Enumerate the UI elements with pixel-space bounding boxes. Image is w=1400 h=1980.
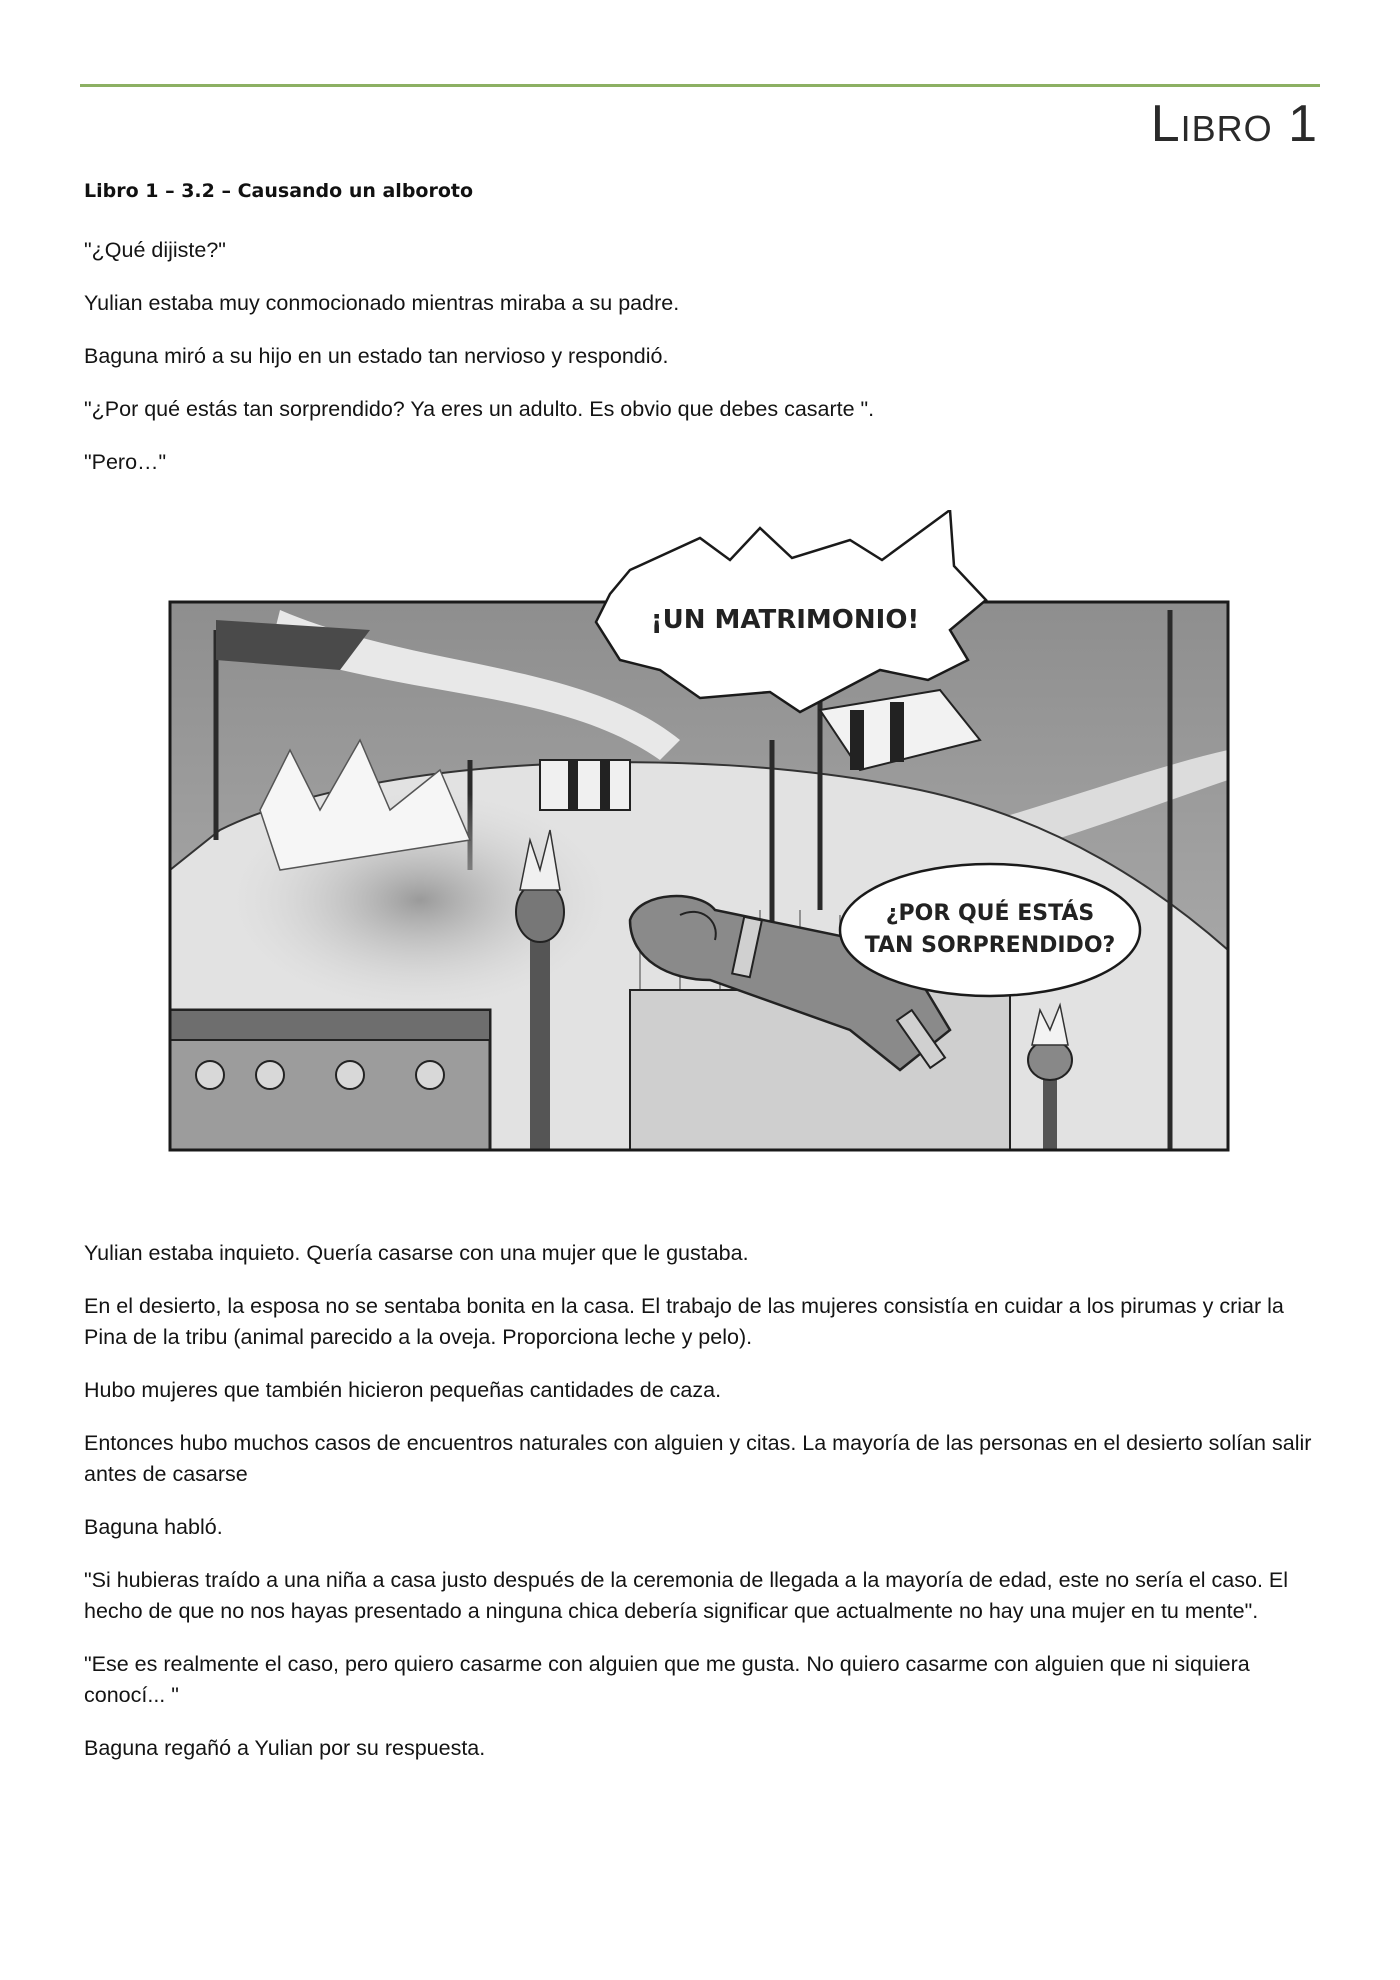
comic-illustration [160, 510, 1232, 1152]
header-rule [80, 84, 1320, 87]
paragraph: Yulian estaba muy conmocionado mientras miraba a su padre. [84, 291, 680, 315]
paragraph: "Ese es realmente el caso, pero quiero casarme con alguien que me gusta. No quiero casarme con alguien que ni siquiera conocí... " [84, 1652, 1250, 1707]
paragraph: "Si hubieras traído a una niña a casa justo después de la ceremonia de llegada a la mayoría de edad, este no sería el caso. El hecho de que no nos hayas presentado a ninguna chica debería significar que actualmente no hay una mujer en tu mente". [84, 1568, 1289, 1623]
chapter-heading: Libro 1 – 3.2 – Causando un alboroto [84, 180, 474, 202]
text-block-bottom [84, 1238, 1320, 1786]
paragraph: "¿Qué dijiste?" [84, 238, 226, 262]
paragraph: "¿Por qué estás tan sorprendido? Ya eres un adulto. Es obvio que debes casarte ". [84, 397, 875, 421]
paragraph: Entonces hubo muchos casos de encuentros naturales con alguien y citas. La mayoría de las personas en el desierto solían salir antes de casarse [84, 1431, 1312, 1486]
bubble-2-line-2: TAN SORPRENDIDO? [864, 933, 1116, 958]
bubble-1-text: ¡UN MATRIMONIO! [650, 605, 920, 635]
text-block-top [84, 235, 1320, 500]
paragraph: "Pero…" [84, 450, 167, 474]
paragraph: Yulian estaba inquieto. Quería casarse con una mujer que le gustaba. [84, 1241, 749, 1265]
page-header-title: Libro 1 [1150, 95, 1318, 153]
paragraph: Baguna miró a su hijo en un estado tan nervioso y respondió. [84, 344, 669, 368]
paragraph: Baguna regañó a Yulian por su respuesta. [84, 1736, 486, 1760]
bubble-2-line-1: ¿POR QUÉ ESTÁS [885, 901, 1095, 926]
paragraph: Baguna habló. [84, 1515, 223, 1539]
paragraph: En el desierto, la esposa no se sentaba bonita en la casa. El trabajo de las mujeres consistía en cuidar a los pirumas y criar la Pina de la tribu (animal parecido a la oveja. Proporciona leche y pelo). [84, 1294, 1284, 1349]
comic-panel [160, 510, 1232, 1152]
speech-bubble-2 [840, 864, 1140, 996]
paragraph: Hubo mujeres que también hicieron pequeñas cantidades de caza. [84, 1378, 722, 1402]
